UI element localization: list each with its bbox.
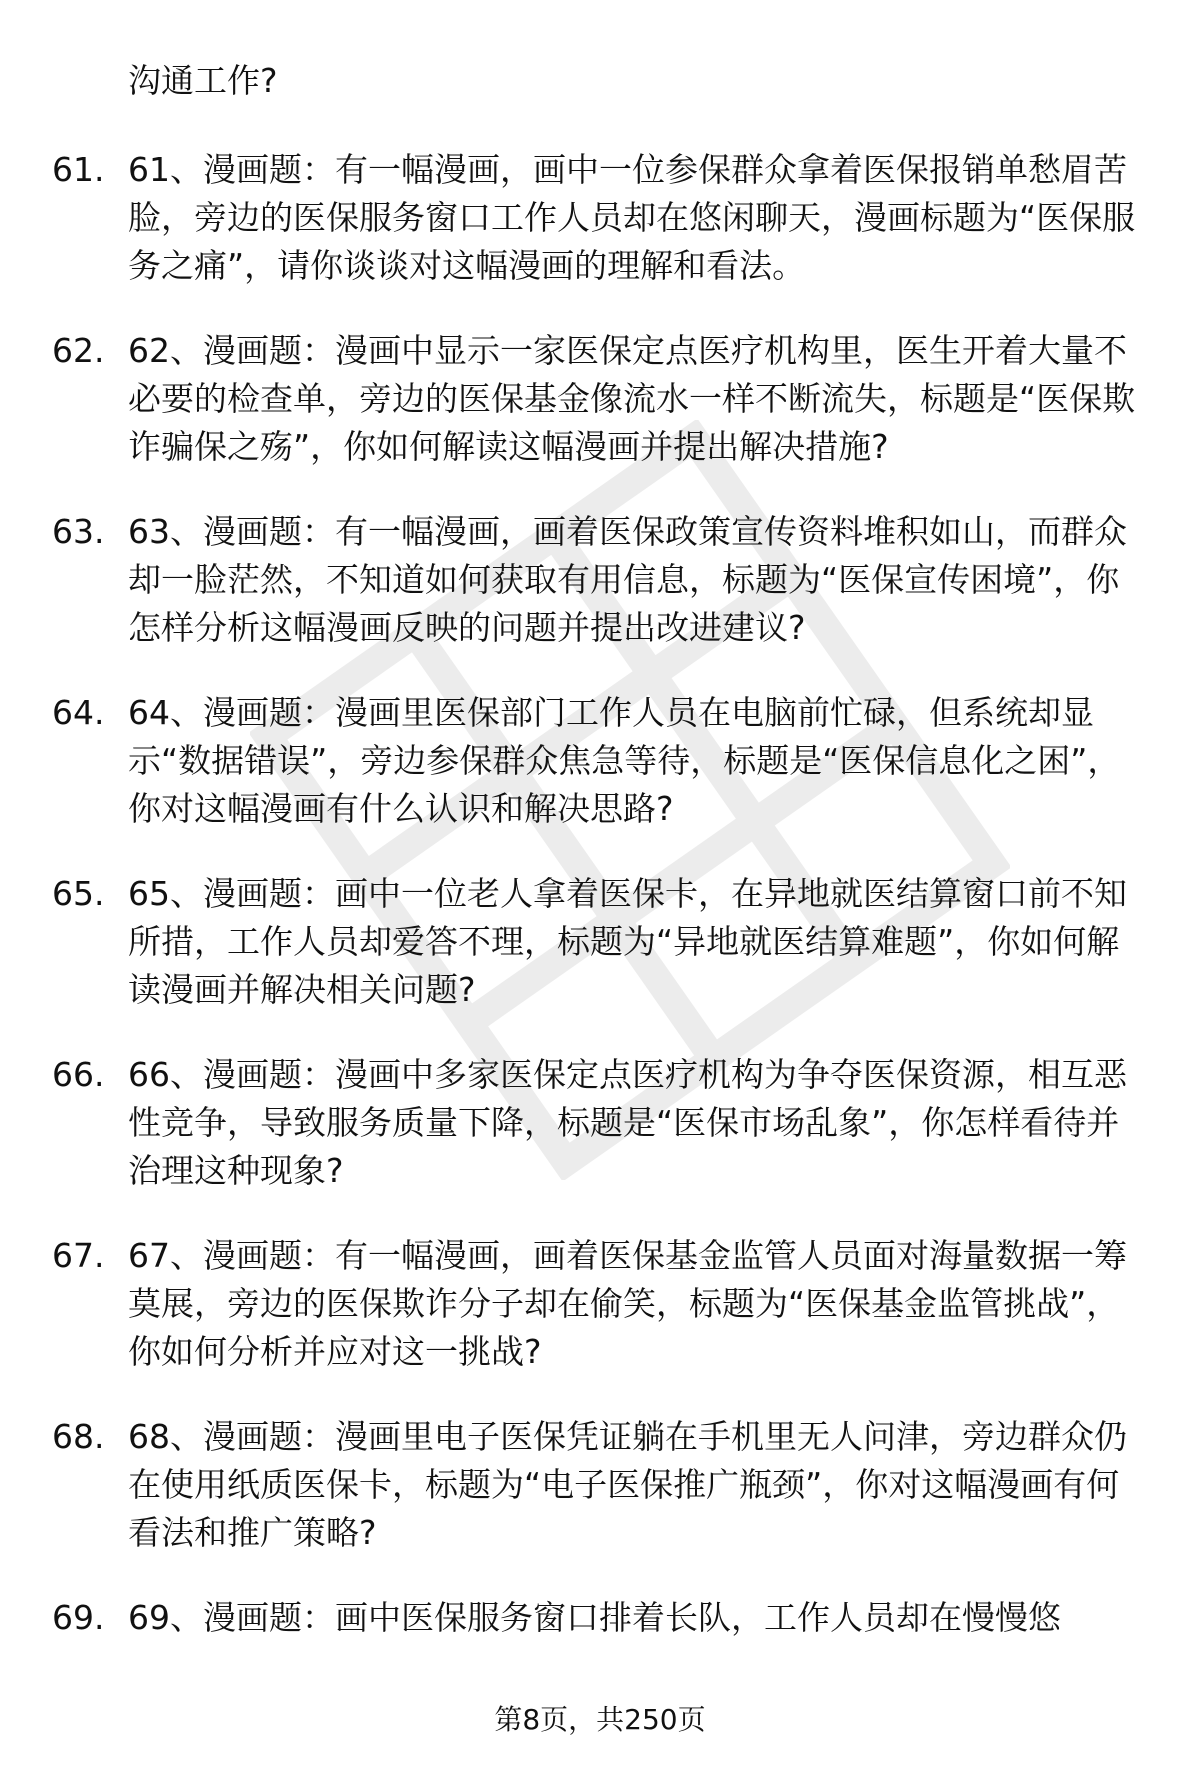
question-text: 64、漫画题：漫画里医保部门工作人员在电脑前忙碌，但系统却显示“数据错误”，旁边参保群众焦急等待，标题是“医保信息化之困”，你对这幅漫画有什么认识和解决思路? — [128, 693, 1121, 828]
question-number: 65. — [52, 874, 105, 913]
question-number: 67. — [52, 1236, 105, 1275]
question-item — [0, 146, 1200, 327]
question-item — [0, 327, 1200, 508]
question-item — [0, 689, 1200, 870]
question-text: 65、漫画题：画中一位老人拿着医保卡，在异地就医结算窗口前不知所措，工作人员却爱答不理，标题为“异地就医结算难题”，你如何解读漫画并解决相关问题? — [128, 874, 1127, 1009]
question-number: 61. — [52, 150, 105, 189]
question-number: 62. — [52, 331, 105, 370]
question-text: 61、漫画题：有一幅漫画，画中一位参保群众拿着医保报销单愁眉苦脸，旁边的医保服务窗口工作人员却在悠闲聊天，漫画标题为“医保服务之痛”，请你谈谈对这幅漫画的理解和看法。 — [128, 150, 1136, 285]
question-item — [0, 1051, 1200, 1232]
question-text: 68、漫画题：漫画里电子医保凭证躺在手机里无人问津，旁边群众仍在使用纸质医保卡，标题为“电子医保推广瓶颈”，你对这幅漫画有何看法和推广策略? — [128, 1417, 1127, 1552]
question-number: 66. — [52, 1055, 105, 1094]
question-item — [0, 870, 1200, 1051]
question-number: 68. — [52, 1417, 105, 1456]
question-item — [0, 1413, 1200, 1594]
question-number: 63. — [52, 512, 105, 551]
question-item — [0, 1594, 1200, 1775]
question-number: 69. — [52, 1598, 105, 1637]
continuation-text: 沟通工作? — [128, 61, 278, 100]
question-list — [0, 146, 1200, 1775]
question-text: 69、漫画题：画中医保服务窗口排着长队，工作人员却在慢慢悠 — [128, 1598, 1061, 1637]
question-text: 62、漫画题：漫画中显示一家医保定点医疗机构里，医生开着大量不必要的检查单，旁边的医保基金像流水一样不断流失，标题是“医保欺诈骗保之殇”，你如何解读这幅漫画并提出解决措施? — [128, 331, 1136, 466]
page-footer: 第8页，共250页 — [494, 1703, 706, 1736]
question-item — [0, 508, 1200, 689]
question-item — [0, 1232, 1200, 1413]
question-text: 63、漫画题：有一幅漫画，画着医保政策宣传资料堆积如山，而群众却一脸茫然，不知道如何获取有用信息，标题为“医保宣传困境”，你怎样分析这幅漫画反映的问题并提出改进建议? — [128, 512, 1127, 647]
question-text: 66、漫画题：漫画中多家医保定点医疗机构为争夺医保资源，相互恶性竞争，导致服务质量下降，标题是“医保市场乱象”，你怎样看待并治理这种现象? — [128, 1055, 1127, 1190]
question-number: 64. — [52, 693, 105, 732]
question-text: 67、漫画题：有一幅漫画，画着医保基金监管人员面对海量数据一筹莫展，旁边的医保欺诈分子却在偷笑，标题为“医保基金监管挑战”，你如何分析并应对这一挑战? — [128, 1236, 1127, 1371]
